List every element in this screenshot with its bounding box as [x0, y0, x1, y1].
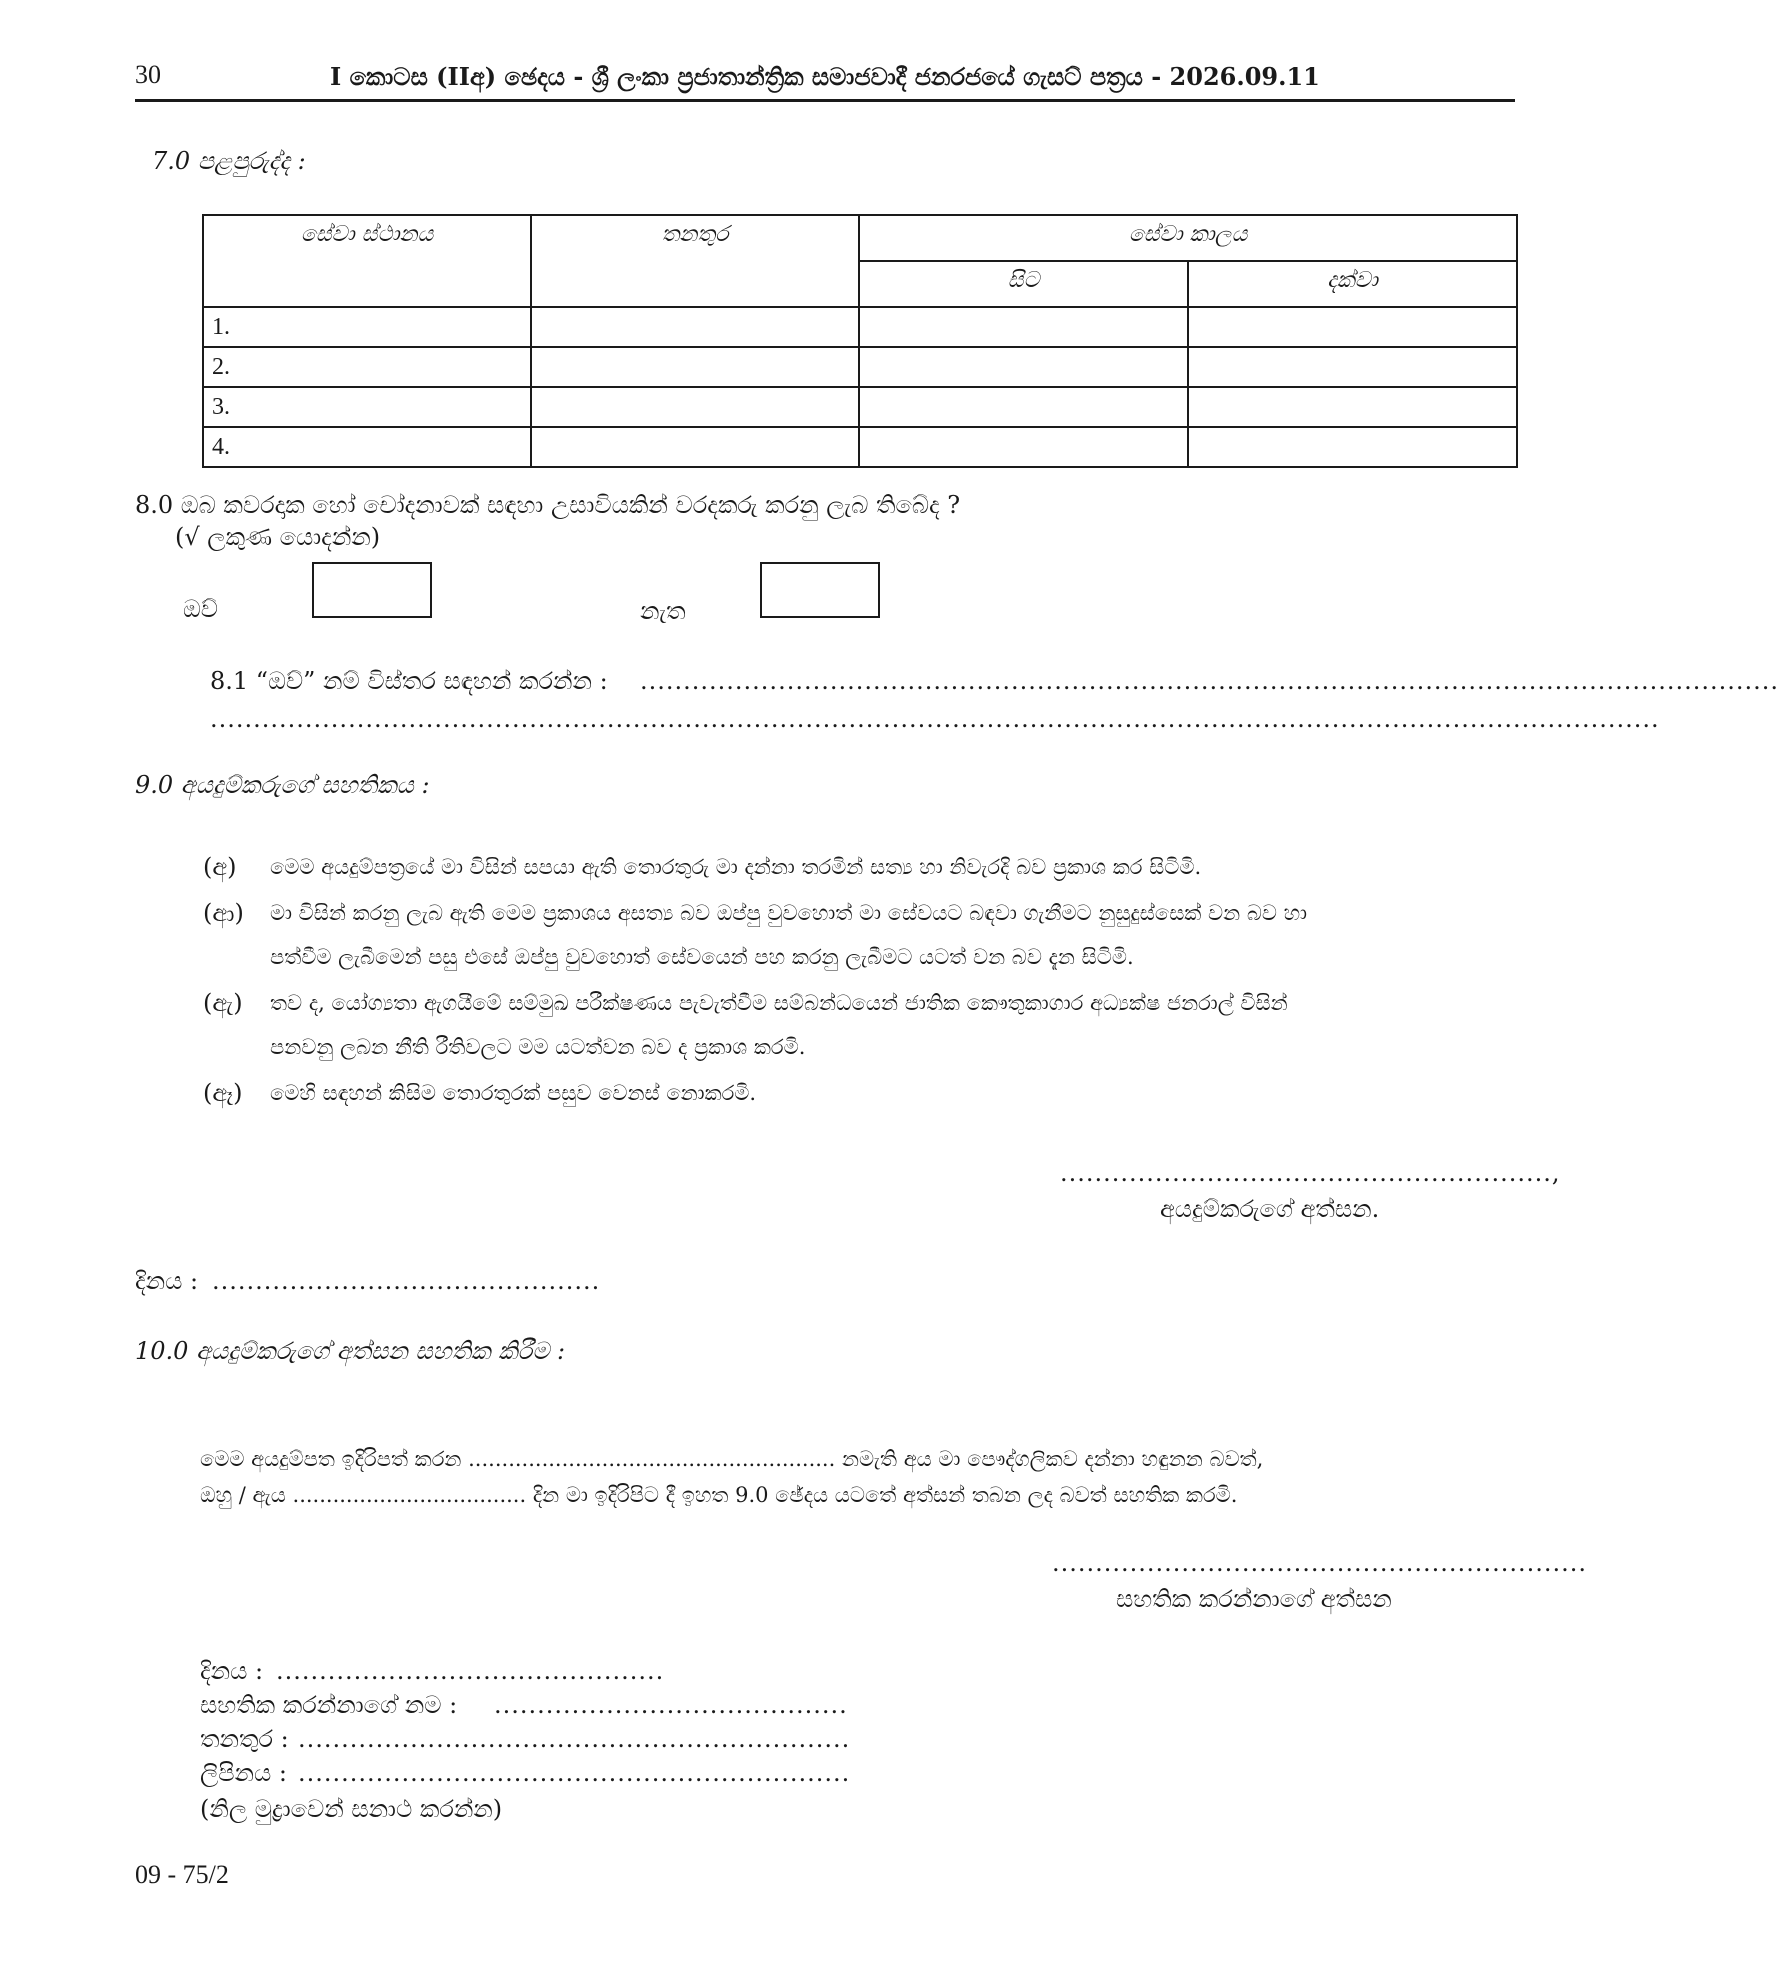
experience-table — [202, 214, 1518, 468]
reference-number: 09 - 75/2 — [135, 1860, 229, 1889]
applicant-signature-label: අයදුම්කරුගේ අත්සන. — [1160, 1195, 1380, 1223]
no-checkbox[interactable] — [760, 562, 880, 618]
row-number: 2. — [203, 347, 531, 387]
row-number: 1. — [203, 307, 531, 347]
cell-from[interactable] — [859, 427, 1188, 467]
cell-to[interactable] — [1188, 427, 1517, 467]
col-to: දක්වා — [1188, 261, 1517, 307]
declaration-text-b-1: මා විසින් කරනු ලැබ ඇති මෙම ප්‍රකාශය අසත්‍ය බව ඔප්පු වුවහොත් මා සේවයට බඳවා ගැනීමට නුසුදුස්සෙක් වන බව හා — [270, 901, 1308, 925]
header-rule — [135, 99, 1515, 102]
details-line-1[interactable]: .................................................................................................................................... — [640, 667, 1779, 695]
section-9-heading: 9.0 අයදුම්කරුගේ සහතිකය : — [135, 771, 430, 799]
gazette-title: I කොටස (IIඅ) ඡෙදය - ශ්‍රී ලංකා ප්‍රජාතාන්ත්‍රික සමාජවාදී ජනරජයේ ගැසට් පත්‍රය - 2026.09.11 — [330, 62, 1320, 91]
declaration-text-d: මෙහි සඳහන් කිසිම තොරතුරක් පසුව වෙනස් නොකරමි. — [270, 1081, 757, 1105]
cell-post[interactable] — [531, 427, 859, 467]
certifier-name-label: සහතික කරන්නාගේ නම : — [200, 1691, 458, 1719]
section-7-heading: 7.0 පළපුරුද්ද : — [152, 147, 306, 175]
page-number: 30 — [135, 60, 161, 89]
certifier-signature-label: සහතික කරන්නාගේ අත්සන — [1116, 1585, 1392, 1613]
designation-field[interactable]: ................................................................ — [298, 1725, 851, 1753]
applicant-signature-line[interactable]: ........................................................., — [1060, 1159, 1561, 1187]
certifier-name-field[interactable]: ......................................... — [494, 1691, 848, 1719]
cell-from[interactable] — [859, 347, 1188, 387]
tick-instruction: (√ ලකුණ යොදන්න) — [175, 523, 381, 551]
table-row — [203, 347, 1517, 387]
row-number: 3. — [203, 387, 531, 427]
no-label: නැත — [640, 597, 686, 625]
cell-post[interactable] — [531, 347, 859, 387]
declaration-text-c-2: පනවනු ලබන නීති රීතිවලට මම යටත්වන බව ද ප්‍රකාශ කරමි. — [270, 1035, 806, 1059]
cell-from[interactable] — [859, 387, 1188, 427]
declaration-text-a: මෙම අයදුම්පත්‍රයේ මා විසින් සපයා ඇති තොරතුරු මා දන්නා තරමින් සත්‍ය හා නිවැරදි බව ප්‍රකාශ කර සිටිමි. — [270, 855, 1202, 879]
yes-checkbox[interactable] — [312, 562, 432, 618]
cell-to[interactable] — [1188, 347, 1517, 387]
details-line-2[interactable]: ........................................................................................................................................................................ — [210, 705, 1660, 733]
declaration-text-c-1: තව ද, යෝග්‍යතා ඇගයීමේ සම්මුඛ පරීක්ෂණය පැවැත්වීම සම්බන්ධයෙන් ජාතික කෞතුකාගාර අධ්‍යක්ෂ ජනරාල් විසින් — [270, 991, 1288, 1015]
cell-to[interactable] — [1188, 307, 1517, 347]
cell-from[interactable] — [859, 307, 1188, 347]
declaration-label-d: (ඈ) — [203, 1079, 243, 1107]
designation-label: තනතුර : — [200, 1725, 289, 1753]
address-label: ලිපිනය : — [200, 1759, 288, 1787]
cell-post[interactable] — [531, 307, 859, 347]
declaration-label-b: (ආ) — [203, 899, 244, 927]
address-field[interactable]: ................................................................ — [298, 1759, 851, 1787]
col-service-period: සේවා කාලය — [859, 215, 1517, 261]
date-label: දිනය : — [135, 1267, 199, 1295]
yes-label: ඔව් — [183, 595, 219, 623]
certification-text-1: මෙම අයදුම්පත ඉදිරිපත් කරන ....................................................... නමැති අය මා පෞද්ගලිකව දන්නා හඳුනන බවත්, — [200, 1447, 1264, 1471]
declaration-label-a: (අ) — [203, 853, 237, 881]
declaration-label-c: (ඇ) — [203, 989, 243, 1017]
cell-to[interactable] — [1188, 387, 1517, 427]
section-10-heading: 10.0 අයදුම්කරුගේ අත්සන සහතික කිරීම : — [135, 1337, 566, 1365]
cert-date-label: දිනය : — [200, 1657, 264, 1685]
details-label: 8.1 “ඔව්” නම් විස්තර සඳහන් කරන්න : — [210, 667, 608, 695]
seal-note: (නිල මුද්‍රාවෙන් සනාථ කරන්න) — [200, 1795, 503, 1823]
section-8-question: 8.0 ඔබ කවරදාක හෝ චෝදනාවක් සඳහා උසාවියකින් වරදකරු කරනු ලැබ තිබේද ? — [135, 491, 961, 519]
cert-date-field[interactable]: ............................................. — [276, 1657, 665, 1685]
date-field[interactable]: ............................................. — [212, 1267, 601, 1295]
declaration-text-b-2: පත්වීම ලැබීමෙන් පසු එසේ ඔප්පු වුවහොත් සේවයෙන් පහ කරනු ලැබීමට යටත් වන බව දැන සිටිමි. — [270, 945, 1134, 969]
table-row — [203, 307, 1517, 347]
certification-text-2: ඔහු / ඇය ................................... දින මා ඉදිරිපිට දී ඉහත 9.0 ඡේදය යටතේ අත්සන් තබන ලද බවත් සහතික කරමි. — [200, 1483, 1238, 1507]
cell-post[interactable] — [531, 387, 859, 427]
table-row — [203, 387, 1517, 427]
table-row — [203, 427, 1517, 467]
col-from: සිට — [859, 261, 1188, 307]
col-post: තනතුර — [531, 215, 859, 307]
row-number: 4. — [203, 427, 531, 467]
col-service-place: සේවා ස්ථානය — [203, 215, 531, 307]
certifier-signature-line[interactable]: .............................................................. — [1052, 1549, 1587, 1577]
